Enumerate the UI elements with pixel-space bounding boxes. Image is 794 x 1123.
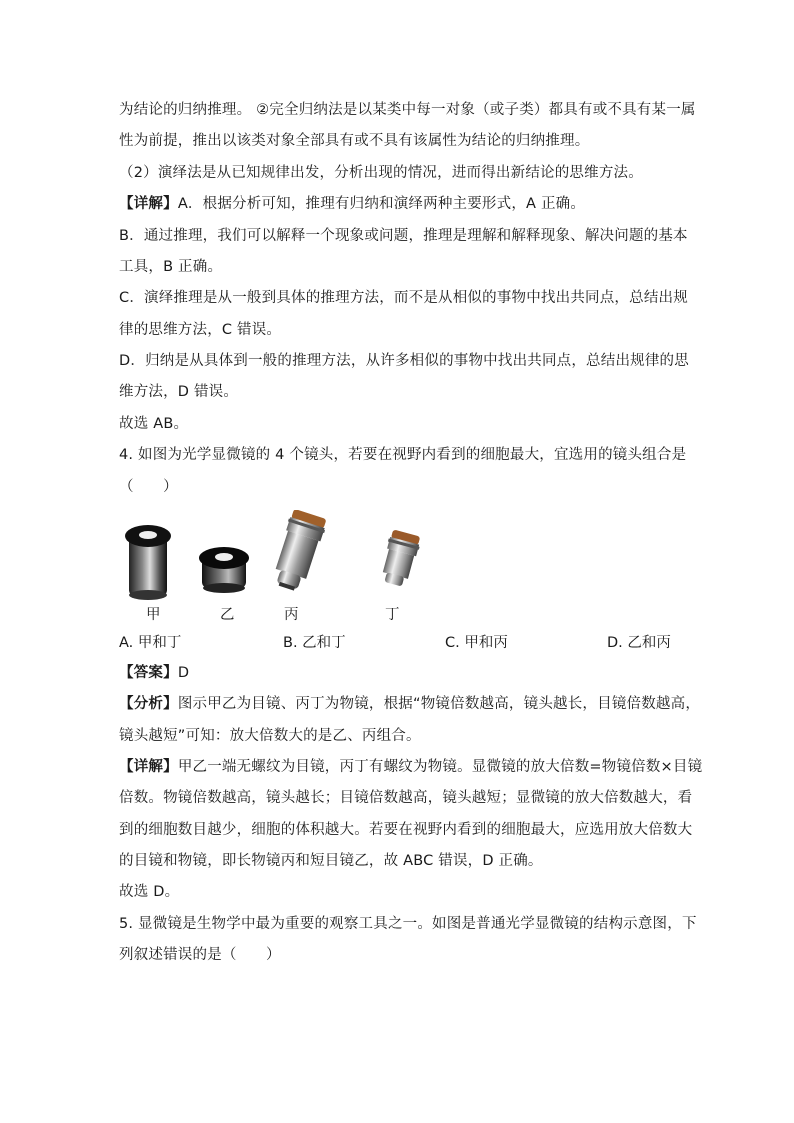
detail-line: 到的细胞数目越少，细胞的体积越大。若要在视野内看到的细胞最大，应选用放大倍数大 xyxy=(119,822,693,838)
question-5-stem: 列叙述错误的是（ ） xyxy=(119,947,281,963)
lens-label-yi: 乙 xyxy=(220,607,235,623)
answer-tag: 【答案】 xyxy=(119,665,178,681)
text-line: 故选 AB。 xyxy=(119,416,189,432)
text-line: 性为前提，推出以该类对象全部具有或不具有该属性为结论的归纳推理。 xyxy=(119,133,590,149)
lens-label-ding: 丁 xyxy=(385,607,400,623)
text-line: C．演绎推理是从一般到具体的推理方法，而不是从相似的事物中找出共同点，总结出规 xyxy=(119,290,688,306)
detail-line xyxy=(119,757,703,777)
detail-line: 的目镜和物镜，即长物镜丙和短目镜乙，故 ABC 错误，D 正确。 xyxy=(119,853,543,869)
objective-bing-image xyxy=(263,510,333,594)
question-4-paren: （ ） xyxy=(119,479,178,495)
objective-ding-image xyxy=(371,530,427,594)
eyepiece-yi-image xyxy=(197,544,251,596)
detail-tag: 【详解】 xyxy=(119,759,178,775)
lens-label-bing: 丙 xyxy=(284,607,299,623)
lens-label-jia: 甲 xyxy=(146,607,161,623)
answer-line xyxy=(119,663,679,683)
choose-line: 故选 D。 xyxy=(119,884,180,900)
text-line: D．归纳是从具体到一般的推理方法，从许多相似的事物中找出共同点，总结出规律的思 xyxy=(119,353,689,369)
option-c: C. 甲和丙 xyxy=(445,635,508,651)
text-line xyxy=(119,194,679,214)
text-line: 维方法，D 错误。 xyxy=(119,384,239,400)
option-b: B. 乙和丁 xyxy=(283,635,346,651)
text-line: （2）演绎法是从已知规律出发，分析出现的情况，进而得出新结论的思维方法。 xyxy=(119,165,643,181)
question-4-stem: 4. 如图为光学显微镜的 4 个镜头，若要在视野内看到的细胞最大，宜选用的镜头组合是 xyxy=(119,447,687,463)
analysis-text: 图示甲乙为目镜、丙丁为物镜，根据“物镜倍数越高，镜头越长，目镜倍数越高， xyxy=(177,696,701,712)
detail-line: 倍数。物镜倍数越高，镜头越长；目镜倍数越高，镜头越短；显微镜的放大倍数越大，看 xyxy=(119,790,693,806)
text-line: B．通过推理，我们可以解释一个现象或问题，推理是理解和解释现象、解决问题的基本 xyxy=(119,228,688,244)
eyepiece-jia-image xyxy=(123,522,173,600)
detail-text: 甲乙一端无螺纹为目镜，丙丁有螺纹为物镜。显微镜的放大倍数=物镜倍数×目镜 xyxy=(177,759,703,775)
option-a: A. 甲和丁 xyxy=(119,635,182,651)
text-line: 为结论的归纳推理。 ②完全归纳法是以某类中每一对象（或子类）都具有或不具有某一属 xyxy=(119,102,696,118)
lens-figure xyxy=(119,508,679,628)
detail-text: A．根据分析可知，推理有归纳和演绎两种主要形式，A 正确。 xyxy=(177,196,586,212)
answer-value: D xyxy=(177,665,190,681)
analysis-line xyxy=(119,694,701,714)
text-line: 工具，B 正确。 xyxy=(119,259,223,275)
text-line: 律的思维方法，C 错误。 xyxy=(119,322,282,338)
analysis-tag: 【分析】 xyxy=(119,696,178,712)
option-d: D. 乙和丙 xyxy=(607,635,671,651)
analysis-line: 镜头越短”可知：放大倍数大的是乙、丙组合。 xyxy=(119,728,421,744)
detail-tag: 【详解】 xyxy=(119,196,178,212)
question-5-stem: 5. 显微镜是生物学中最为重要的观察工具之一。如图是普通光学显微镜的结构示意图，下 xyxy=(119,916,697,932)
